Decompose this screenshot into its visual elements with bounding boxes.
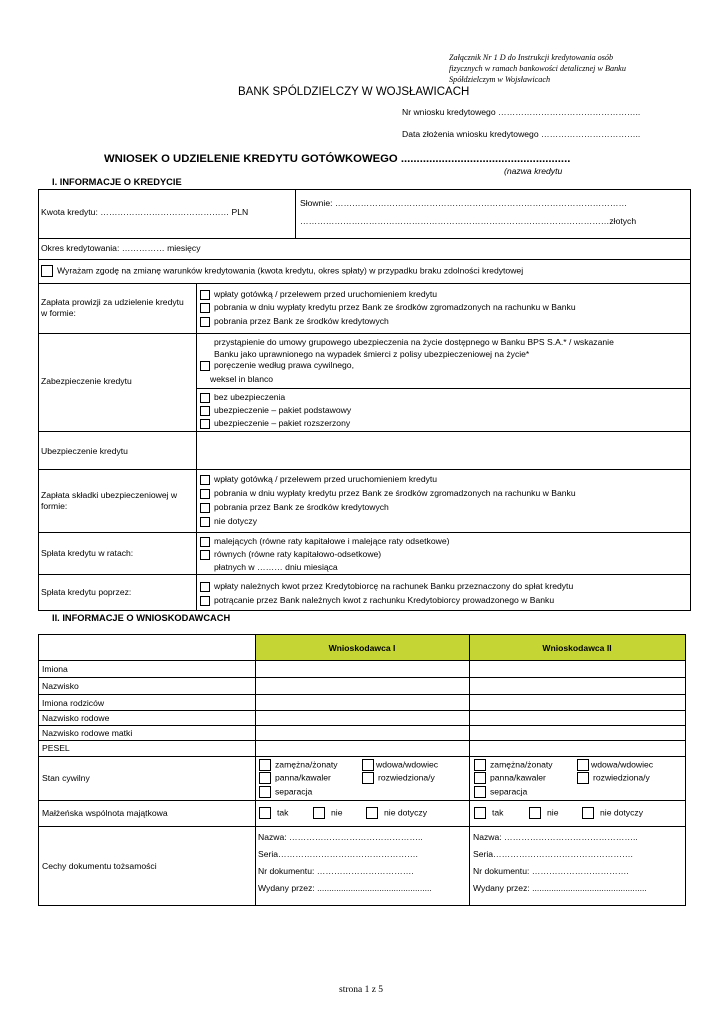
loan-amount-field[interactable]: Kwota kredytu: ……………………………………… PLN <box>41 207 249 217</box>
option-label: rozwiedziona/y <box>593 772 650 783</box>
option-label: pobrania przez Bank ze środków kredytowych <box>214 316 389 326</box>
collateral-text: przystąpienie do umowy grupowego ubezpieczenia na życie dostępnego w Banku BPS S.A.* / wskazanie <box>214 337 614 347</box>
premium-option[interactable] <box>200 516 257 527</box>
checkbox[interactable] <box>200 596 210 606</box>
option-label: nie dotyczy <box>214 516 257 526</box>
row-label-id-document: Cechy dokumentu tożsamości <box>42 861 157 871</box>
option-label: wpłaty należnych kwot przez Kredytobiorcę na rachunek Banku przeznaczony do spłat kredytu <box>214 581 574 591</box>
checkbox[interactable] <box>362 759 374 771</box>
attachment-note-line: fizycznych w ramach bankowości detalicznej w Banku <box>449 64 626 73</box>
option-label: nie dotyczy <box>600 807 643 818</box>
checkbox[interactable] <box>259 772 271 784</box>
option-label: bez ubezpieczenia <box>214 392 286 402</box>
option-label: wdowa/wdowiec <box>376 759 439 770</box>
option-label: pobrania w dniu wypłaty kredytu przez Bank ze środków zgromadzonych na rachunku w Banku <box>214 302 576 312</box>
option-label: nie dotyczy <box>384 807 427 818</box>
page-number: strona 1 z 5 <box>339 985 384 995</box>
id-number-field-2[interactable]: Nr dokumentu: ……………………………. <box>473 866 629 876</box>
option-label: tak <box>492 807 504 818</box>
premium-option[interactable] <box>200 502 389 513</box>
row-label-maiden-name: Nazwisko rodowe <box>42 713 110 723</box>
marital-option-2[interactable] <box>474 772 546 784</box>
checkbox[interactable] <box>259 786 271 798</box>
checkbox[interactable] <box>474 807 486 819</box>
attachment-note <box>449 52 626 85</box>
marital-option[interactable] <box>362 759 438 771</box>
checkbox[interactable] <box>362 772 374 784</box>
id-issuer-field[interactable]: Wydany przez: ................................................ <box>258 883 432 893</box>
marital-option-2[interactable] <box>577 759 653 771</box>
insurance-label: Ubezpieczenie kredytu <box>41 446 128 456</box>
applicant1-first-names-input[interactable] <box>256 661 468 676</box>
option-label: separacja <box>275 786 313 797</box>
marital-option[interactable] <box>362 772 435 784</box>
applicant2-first-names-input[interactable] <box>470 661 684 676</box>
row-label-marital-property: Małżeńska wspólnota majątkowa <box>42 808 168 818</box>
option-label: pobrania przez Bank ze środków kredytowych <box>214 502 389 512</box>
checkbox[interactable] <box>200 406 210 416</box>
id-series-field[interactable]: Seria…………………………………………. <box>258 849 418 859</box>
id-name-field-2[interactable]: Nazwa: ……………………………………….. <box>473 832 638 842</box>
section-heading-loan: I. INFORMACJE O KREDYCIE <box>52 177 182 187</box>
option-label: panna/kawaler <box>275 772 331 783</box>
option-label: ubezpieczenie – pakiet rozszerzony <box>214 418 351 428</box>
option-label: panna/kawaler <box>490 772 546 783</box>
commission-option[interactable] <box>200 289 437 300</box>
property-option[interactable] <box>366 807 427 819</box>
section-heading-applicants: II. INFORMACJE O WNIOSKODAWCACH <box>52 613 231 623</box>
installment-option[interactable] <box>200 549 381 560</box>
row-label-marital-status: Stan cywilny <box>42 773 90 783</box>
marital-option-2[interactable] <box>577 772 650 784</box>
marital-option[interactable] <box>259 759 338 771</box>
option-label: zamężna/żonaty <box>490 759 553 770</box>
collateral-option[interactable] <box>200 418 350 429</box>
checkbox[interactable] <box>200 582 210 592</box>
option-label: zamężna/żonaty <box>275 759 338 770</box>
id-issuer-field-2[interactable]: Wydany przez: ................................................ <box>473 883 647 893</box>
marital-option-2[interactable] <box>474 786 527 798</box>
checkbox[interactable] <box>200 517 210 527</box>
checkbox[interactable] <box>200 489 210 499</box>
option-label: rozwiedziona/y <box>378 772 435 783</box>
commission-label: Zapłata prowizji za udzielenie kredytu w formie: <box>41 297 184 318</box>
marital-option-2[interactable] <box>474 759 553 771</box>
property-option-2[interactable] <box>529 807 558 819</box>
checkbox[interactable] <box>259 759 271 771</box>
option-label: poręczenie według prawa cywilnego, <box>214 360 354 370</box>
option-label: wdowa/wdowiec <box>591 759 654 770</box>
option-label: wpłaty gotówką / przelewem przed uruchomieniem kredytu <box>214 289 438 299</box>
premium-option[interactable] <box>200 474 437 485</box>
consent-option[interactable] <box>41 265 523 277</box>
option-label: równych (równe raty kapitałowo-odsetkowe) <box>214 549 382 559</box>
attachment-note-line: Spółdzielczym w Wojsławicach <box>449 75 551 84</box>
checkbox[interactable] <box>366 807 378 819</box>
collateral-text: Banku jako uprawnionego na wypadek śmierci z polisy ubezpieczeniowej na życie* <box>214 349 530 359</box>
consent-checkbox[interactable] <box>41 265 53 277</box>
collateral-text: weksel in blanco <box>210 374 274 384</box>
applicant1-title: Wnioskodawca I <box>328 643 396 653</box>
page-title: WNIOSEK O UDZIELENIE KREDYTU GOTÓWKOWEGO ...................................................... <box>104 153 571 165</box>
checkbox[interactable] <box>200 475 210 485</box>
installment-day-field[interactable]: płatnych w ……… dniu miesiąca <box>214 562 338 572</box>
loan-period-field[interactable]: Okres kredytowania: …………… miesięcy <box>41 243 201 253</box>
checkbox[interactable] <box>200 550 210 560</box>
option-label: nie <box>547 807 559 818</box>
amount-in-words-field[interactable]: Słownie: ………………………………………………………………………………………… <box>300 198 628 208</box>
row-label-first-names: Imiona <box>42 664 68 674</box>
checkbox[interactable] <box>529 807 541 819</box>
checkbox[interactable] <box>577 759 589 771</box>
amount-in-words-field-2[interactable]: ………………………………………………………………………………………………złotych <box>300 216 637 226</box>
checkbox[interactable] <box>200 317 210 327</box>
application-number[interactable]: Nr wniosku kredytowego ………………………………………….. <box>402 107 641 117</box>
premium-label: Zapłata składki ubezpieczeniowej w formie: <box>41 490 178 511</box>
bank-name: BANK SPÓLDZIELCZY W WOJSŁAWICACH <box>238 86 470 98</box>
property-option-2[interactable] <box>474 807 503 819</box>
row-label-mother-maiden-name: Nazwisko rodowe matki <box>42 728 133 738</box>
installment-option[interactable] <box>200 536 449 547</box>
checkbox[interactable] <box>259 807 271 819</box>
checkbox[interactable] <box>474 772 486 784</box>
installments-label: Spłata kredytu w ratach: <box>41 548 134 558</box>
row-label-surname: Nazwisko <box>42 681 79 691</box>
commission-option[interactable] <box>200 302 576 313</box>
checkbox[interactable] <box>200 303 210 313</box>
application-date[interactable]: Data złożenia wniosku kredytowego …………………………….. <box>402 129 641 139</box>
repayment-option[interactable] <box>200 581 573 592</box>
marital-option[interactable] <box>259 786 312 798</box>
option-label: separacja <box>490 786 528 797</box>
checkbox[interactable] <box>200 290 210 300</box>
collateral-option[interactable] <box>200 392 285 403</box>
id-name-field[interactable]: Nazwa: ……………………………………….. <box>258 832 423 842</box>
checkbox[interactable] <box>200 393 210 403</box>
checkbox[interactable] <box>577 772 589 784</box>
repayment-label: Spłata kredytu poprzez: <box>41 587 132 597</box>
title-note: (nazwa kredytu <box>504 166 563 176</box>
checkbox[interactable] <box>200 361 210 371</box>
option-label: malejących (równe raty kapitałowe i malejące raty odsetkowe) <box>214 536 450 546</box>
option-label: tak <box>277 807 289 818</box>
option-label: ubezpieczenie – pakiet podstawowy <box>214 405 352 415</box>
marital-option[interactable] <box>259 772 331 784</box>
option-label: pobrania w dniu wypłaty kredytu przez Bank ze środków zgromadzonych na rachunku w Banku <box>214 488 576 498</box>
checkbox[interactable] <box>474 786 486 798</box>
attachment-note-line: Załącznik Nr 1 D do Instrukcji kredytowania osób <box>449 53 614 62</box>
consent-text: Wyrażam zgodę na zmianę warunków kredytowania (kwota kredytu, okres spłaty) w przypadku braku zdolności kredytowej <box>57 265 524 276</box>
collateral-guarantee-option[interactable] <box>200 360 354 371</box>
row-label-parents-names: Imiona rodziców <box>42 698 105 708</box>
checkbox[interactable] <box>200 537 210 547</box>
repayment-option[interactable] <box>200 595 554 606</box>
option-label: wpłaty gotówką / przelewem przed uruchomieniem kredytu <box>214 474 438 484</box>
option-label: potrącanie przez Bank należnych kwot z rachunku Kredytobiorcy prowadzonego w Banku <box>214 595 555 605</box>
checkbox[interactable] <box>200 419 210 429</box>
id-number-field[interactable]: Nr dokumentu: ……………………………. <box>258 866 414 876</box>
collateral-option[interactable] <box>200 405 351 416</box>
checkbox[interactable] <box>200 503 210 513</box>
row-label-pesel: PESEL <box>42 743 70 753</box>
commission-option[interactable] <box>200 316 389 327</box>
property-option[interactable] <box>259 807 288 819</box>
option-label: nie <box>331 807 343 818</box>
checkbox[interactable] <box>474 759 486 771</box>
property-option[interactable] <box>313 807 342 819</box>
id-series-field-2[interactable]: Seria…………………………………………. <box>473 849 633 859</box>
checkbox[interactable] <box>582 807 594 819</box>
applicant2-title: Wnioskodawca II <box>542 643 612 653</box>
premium-option[interactable] <box>200 488 576 499</box>
property-option-2[interactable] <box>582 807 643 819</box>
collateral-label: Zabezpieczenie kredytu <box>41 376 132 386</box>
checkbox[interactable] <box>313 807 325 819</box>
